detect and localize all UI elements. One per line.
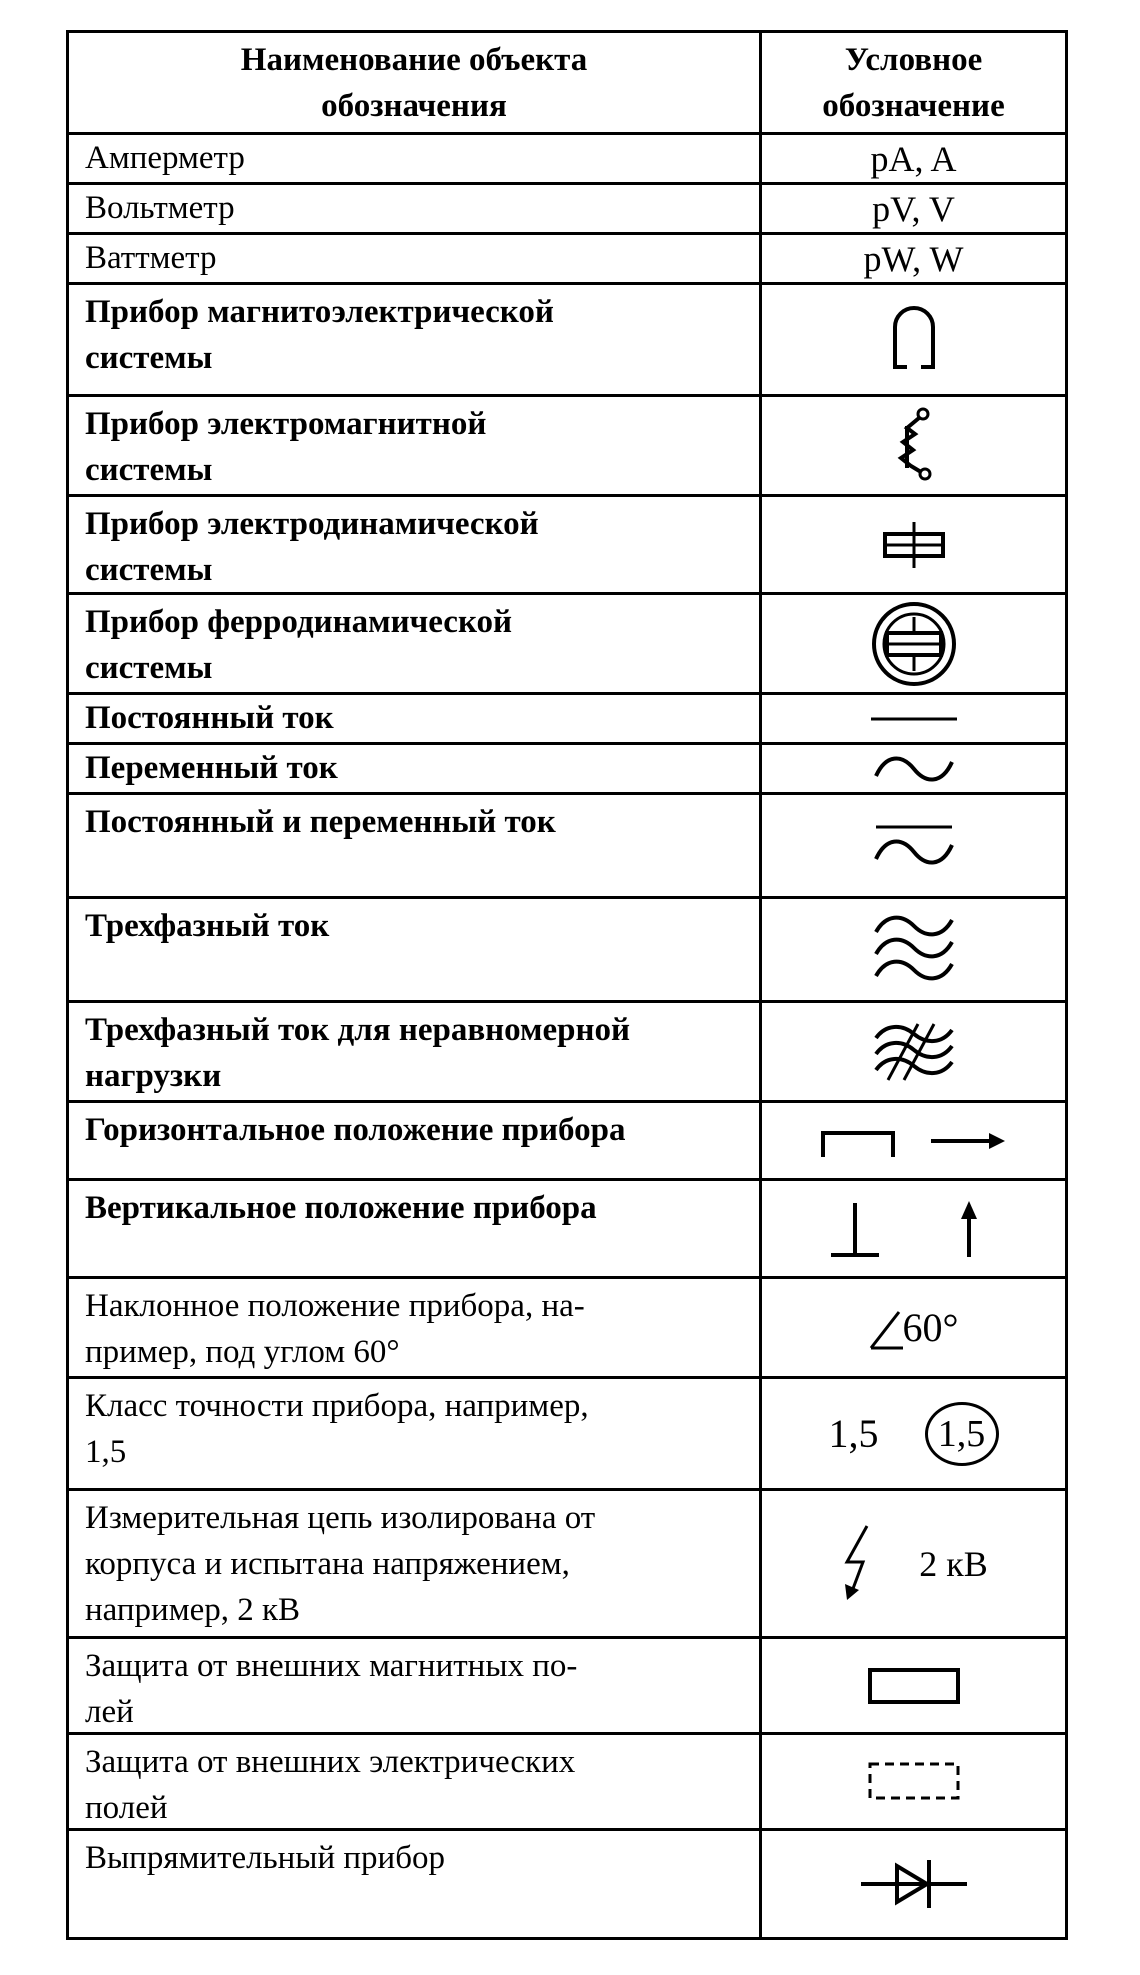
table-header-row <box>69 33 1065 135</box>
row-symbol <box>762 899 1065 1000</box>
row-name: Прибор электродинамической системы <box>85 506 539 588</box>
lightning-icon <box>839 1524 879 1604</box>
row-symbol <box>762 135 1065 182</box>
table-row <box>69 1379 1065 1491</box>
table-row <box>69 1639 1065 1735</box>
test-voltage-value: 2 кВ <box>919 1543 988 1584</box>
row-symbol <box>762 1379 1065 1488</box>
column-divider <box>759 33 762 1937</box>
vertical-position-icon <box>819 1199 1009 1259</box>
table-row <box>69 397 1065 497</box>
three-phase-unbalanced-icon <box>874 1022 954 1082</box>
row-name: Защита от внешних электрических полей <box>85 1744 576 1826</box>
row-symbol <box>762 795 1065 896</box>
table-row <box>69 1491 1065 1639</box>
row-symbol <box>762 1735 1065 1828</box>
table-row <box>69 899 1065 1003</box>
row-symbol <box>762 1491 1065 1636</box>
alternating-current-icon <box>874 752 954 786</box>
row-symbol <box>762 695 1065 742</box>
row-symbol <box>762 1103 1065 1178</box>
table-row <box>69 695 1065 745</box>
electric-shield-icon <box>867 1760 961 1804</box>
dc-ac-icon <box>874 821 954 871</box>
symbol-text: pW, W <box>863 238 964 279</box>
table-row <box>69 1735 1065 1831</box>
inclined-position-symbol <box>869 1306 959 1350</box>
table-row <box>69 745 1065 795</box>
horizontal-position-icon <box>819 1121 1009 1161</box>
symbol-text: pV, V <box>872 188 955 229</box>
row-name: Выпрямительный прибор <box>85 1840 446 1876</box>
row-name: Вертикальное положение прибора <box>85 1190 597 1226</box>
row-name: Трехфазный ток для неравномерной нагрузки <box>85 1012 631 1094</box>
electrodynamic-icon <box>879 520 949 570</box>
row-name: Прибор электромагнитной системы <box>85 406 487 488</box>
rectifier-icon <box>859 1854 969 1914</box>
header-symbol: Условное обозначение <box>822 42 1005 124</box>
row-symbol <box>762 1279 1065 1376</box>
magnetic-shield-icon <box>867 1666 961 1706</box>
row-name: Постоянный ток <box>85 700 334 736</box>
row-name: Ваттметр <box>85 240 217 276</box>
header-name: Наименование объекта обозначения <box>240 42 588 124</box>
row-symbol <box>762 1181 1065 1276</box>
row-symbol <box>762 497 1065 592</box>
row-name: Защита от внешних магнитных по- лей <box>85 1648 578 1730</box>
row-symbol <box>762 285 1065 394</box>
angle-icon <box>869 1310 903 1350</box>
table-row <box>69 1831 1065 1937</box>
magnetoelectric-icon <box>889 305 939 375</box>
table-row <box>69 135 1065 185</box>
table-row <box>69 185 1065 235</box>
row-name: Переменный ток <box>85 750 338 786</box>
electromagnetic-icon <box>889 406 939 486</box>
table-row <box>69 1103 1065 1181</box>
row-name: Трехфазный ток <box>85 908 330 944</box>
direct-current-icon <box>869 709 959 729</box>
ferrodynamic-icon <box>869 599 959 689</box>
row-symbol <box>762 235 1065 282</box>
table-row <box>69 595 1065 695</box>
table-row <box>69 1003 1065 1103</box>
symbol-text: pA, A <box>870 138 957 179</box>
table-row <box>69 795 1065 899</box>
row-name: Наклонное положение прибора, на- пример, под углом 60° <box>85 1288 585 1370</box>
symbols-table <box>66 30 1068 1940</box>
table-row <box>69 285 1065 397</box>
row-name: Амперметр <box>85 140 245 176</box>
row-name: Вольтметр <box>85 190 235 226</box>
table-row <box>69 235 1065 285</box>
row-symbol <box>762 745 1065 792</box>
accuracy-class-circle <box>925 1402 999 1466</box>
angle-value: 60° <box>902 1304 959 1350</box>
accuracy-class-value: 1,5 <box>828 1411 879 1456</box>
row-symbol <box>762 1003 1065 1100</box>
table-row <box>69 497 1065 595</box>
row-symbol <box>762 595 1065 692</box>
accuracy-class-circled-value: 1,5 <box>937 1412 986 1455</box>
row-name: Постоянный и переменный ток <box>85 804 556 840</box>
row-name: Прибор ферродинамической системы <box>85 604 513 686</box>
row-symbol <box>762 185 1065 232</box>
row-name: Прибор магнитоэлектрической системы <box>85 294 554 376</box>
row-symbol <box>762 397 1065 494</box>
row-name: Измерительная цепь изолирована от корпуса и испытана напряжением, например, 2 кВ <box>85 1500 596 1628</box>
table-row <box>69 1279 1065 1379</box>
row-symbol <box>762 1831 1065 1937</box>
row-name: Класс точности прибора, например, 1,5 <box>85 1388 589 1470</box>
table-row <box>69 1181 1065 1279</box>
row-name: Горизонтальное положение прибора <box>85 1112 626 1148</box>
three-phase-icon <box>874 912 954 988</box>
row-symbol <box>762 1639 1065 1732</box>
